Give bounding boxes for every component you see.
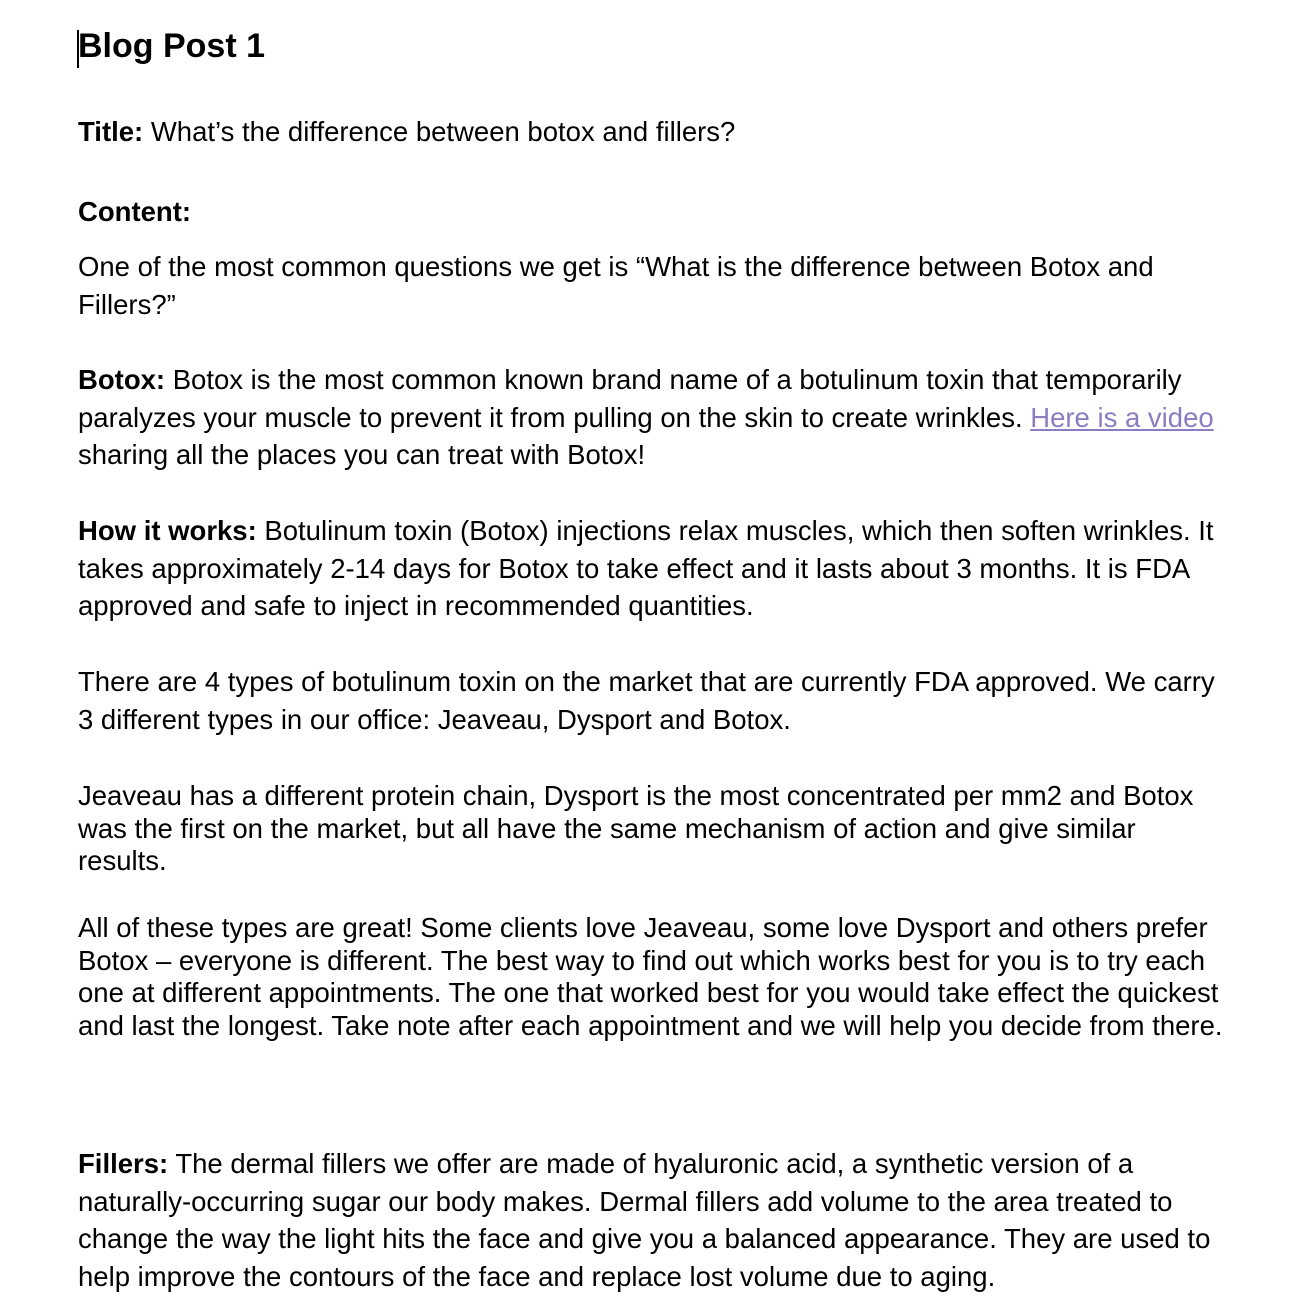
content-label: Content: [78, 196, 192, 227]
title-line [78, 113, 1228, 151]
botox-paragraph [78, 361, 1228, 474]
document-heading: Blog Post 1 [78, 27, 266, 65]
botox-text: Botox is the most common known brand name of a botulinum toxin that temporarily paralyzes your muscle to prevent it from pulling on the skin to create wrinkles. [78, 364, 1182, 433]
title-label: Title: [78, 116, 144, 147]
types-paragraph: There are 4 types of botulinum toxin on the market that are currently FDA approved. We carry 3 different types in our office: Jeaveau, Dysport and Botox. [78, 666, 1215, 735]
video-link[interactable]: Here is a video [1030, 401, 1214, 433]
fillers-text: The dermal fillers we offer are made of hyaluronic acid, a synthetic version of a naturally-occurring sugar our body makes. Dermal fillers add volume to the area treated to change the way the light hits the face and give you a balanced appearance. They are used to help improve the contours of the face and replace lost volume due to aging. [78, 1148, 1211, 1292]
fillers-label: Fillers: [78, 1148, 169, 1179]
how-it-works-text: Botulinum toxin (Botox) injections relax muscles, which then soften wrinkles. It takes approximately 2-14 days for Botox to take effect and it lasts about 3 months. It is FDA approved and safe to inject in recommended quantities. [78, 515, 1214, 621]
intro-paragraph: One of the most common questions we get is “What is the difference between Botox and Fillers?” [78, 251, 1154, 320]
how-it-works-label: How it works: [78, 515, 257, 546]
differences-paragraph: Jeaveau has a different protein chain, Dysport is the most concentrated per mm2 and Botox was the first on the market, but all have the same mechanism of action and give similar results. [78, 780, 1194, 876]
content-label-line [78, 193, 1228, 231]
title-text: What’s the difference between botox and fillers? [143, 116, 736, 147]
preference-paragraph: All of these types are great! Some clients love Jeaveau, some love Dysport and others prefer Botox – everyone is different. The best way to find out which works best for you is to try each one at different appointments. The one that worked best for you would take effect the quickest and last the longest. Take note after each appointment and we will help you decide from there. [78, 912, 1223, 1041]
botox-text-after-link: sharing all the places you can treat with Botox! [78, 439, 646, 470]
how-it-works-paragraph [78, 512, 1228, 625]
fillers-paragraph [78, 1145, 1228, 1295]
botox-label: Botox: [78, 364, 166, 395]
